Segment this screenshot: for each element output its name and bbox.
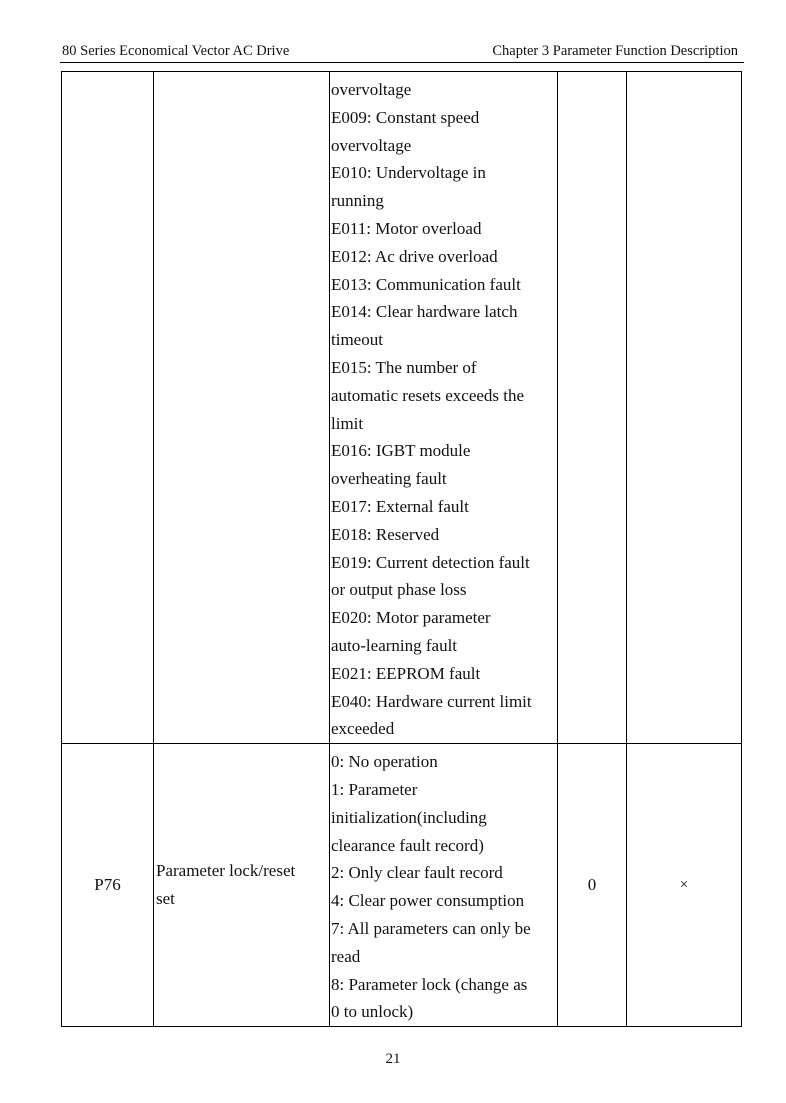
default-value-cell	[558, 72, 627, 744]
description-line: initialization(including	[331, 807, 487, 827]
table-row	[62, 72, 742, 744]
parameter-code-cell: P76	[62, 744, 154, 1027]
description-line: E015: The number of	[331, 357, 477, 377]
description-line: E019: Current detection fault	[331, 552, 530, 572]
description-line: 0: No operation	[331, 752, 438, 772]
parameter-name-cell	[154, 744, 330, 1027]
description-line: limit	[331, 413, 364, 433]
description-line: read	[331, 946, 361, 966]
parameter-description-cell	[330, 72, 558, 744]
description-line: 8: Parameter lock (change as	[331, 974, 528, 994]
header-divider	[60, 62, 744, 63]
description-line: auto-learning fault	[331, 635, 458, 655]
parameter-name-cell	[154, 72, 330, 744]
description-line: running	[331, 191, 384, 211]
description-line: 7: All parameters can only be	[331, 918, 531, 938]
description-line: E020: Motor parameter	[331, 608, 491, 628]
parameter-table	[61, 71, 742, 1027]
description-line: E017: External fault	[331, 496, 469, 516]
header-document-title: 80 Series Economical Vector AC Drive	[62, 43, 290, 59]
description-line: E012: Ac drive overload	[331, 246, 498, 266]
description-line: exceeded	[331, 719, 395, 739]
description-line: E014: Clear hardware latch	[331, 302, 518, 322]
parameter-description-cell	[330, 744, 558, 1027]
table-row	[62, 744, 742, 1027]
description-line: E010: Undervoltage in	[331, 163, 486, 183]
parameter-name-line: Parameter lock/reset	[156, 861, 296, 881]
description-line: 2: Only clear fault record	[331, 863, 503, 883]
modify-flag-cell	[627, 744, 742, 1027]
modify-flag-cell	[627, 72, 742, 744]
description-line: clearance fault record)	[331, 835, 484, 855]
description-line: 4: Clear power consumption	[331, 891, 525, 911]
description-line: overvoltage	[331, 80, 412, 99]
description-line: automatic resets exceeds the	[331, 385, 525, 405]
description-line: E011: Motor overload	[331, 218, 482, 238]
parameter-code-cell	[62, 72, 154, 744]
page-number: 21	[385, 1051, 401, 1067]
description-line: E009: Constant speed	[331, 107, 480, 127]
description-line: E013: Communication fault	[331, 274, 521, 294]
description-line: E016: IGBT module	[331, 441, 471, 461]
modify-flag-mark: ×	[679, 877, 689, 894]
description-line: overheating fault	[331, 469, 447, 489]
description-line: E040: Hardware current limit	[331, 691, 532, 711]
parameter-name-line: set	[156, 889, 175, 909]
description-line: 0 to unlock)	[331, 1002, 414, 1022]
description-line: or output phase loss	[331, 580, 467, 600]
description-line: timeout	[331, 330, 383, 350]
default-value-cell: 0	[558, 744, 627, 1027]
description-line: E021: EEPROM fault	[331, 663, 481, 683]
description-line: 1: Parameter	[331, 779, 418, 799]
description-line: E018: Reserved	[331, 524, 440, 544]
description-line: overvoltage	[331, 135, 412, 155]
header-chapter-title: Chapter 3 Parameter Function Description	[492, 43, 738, 59]
